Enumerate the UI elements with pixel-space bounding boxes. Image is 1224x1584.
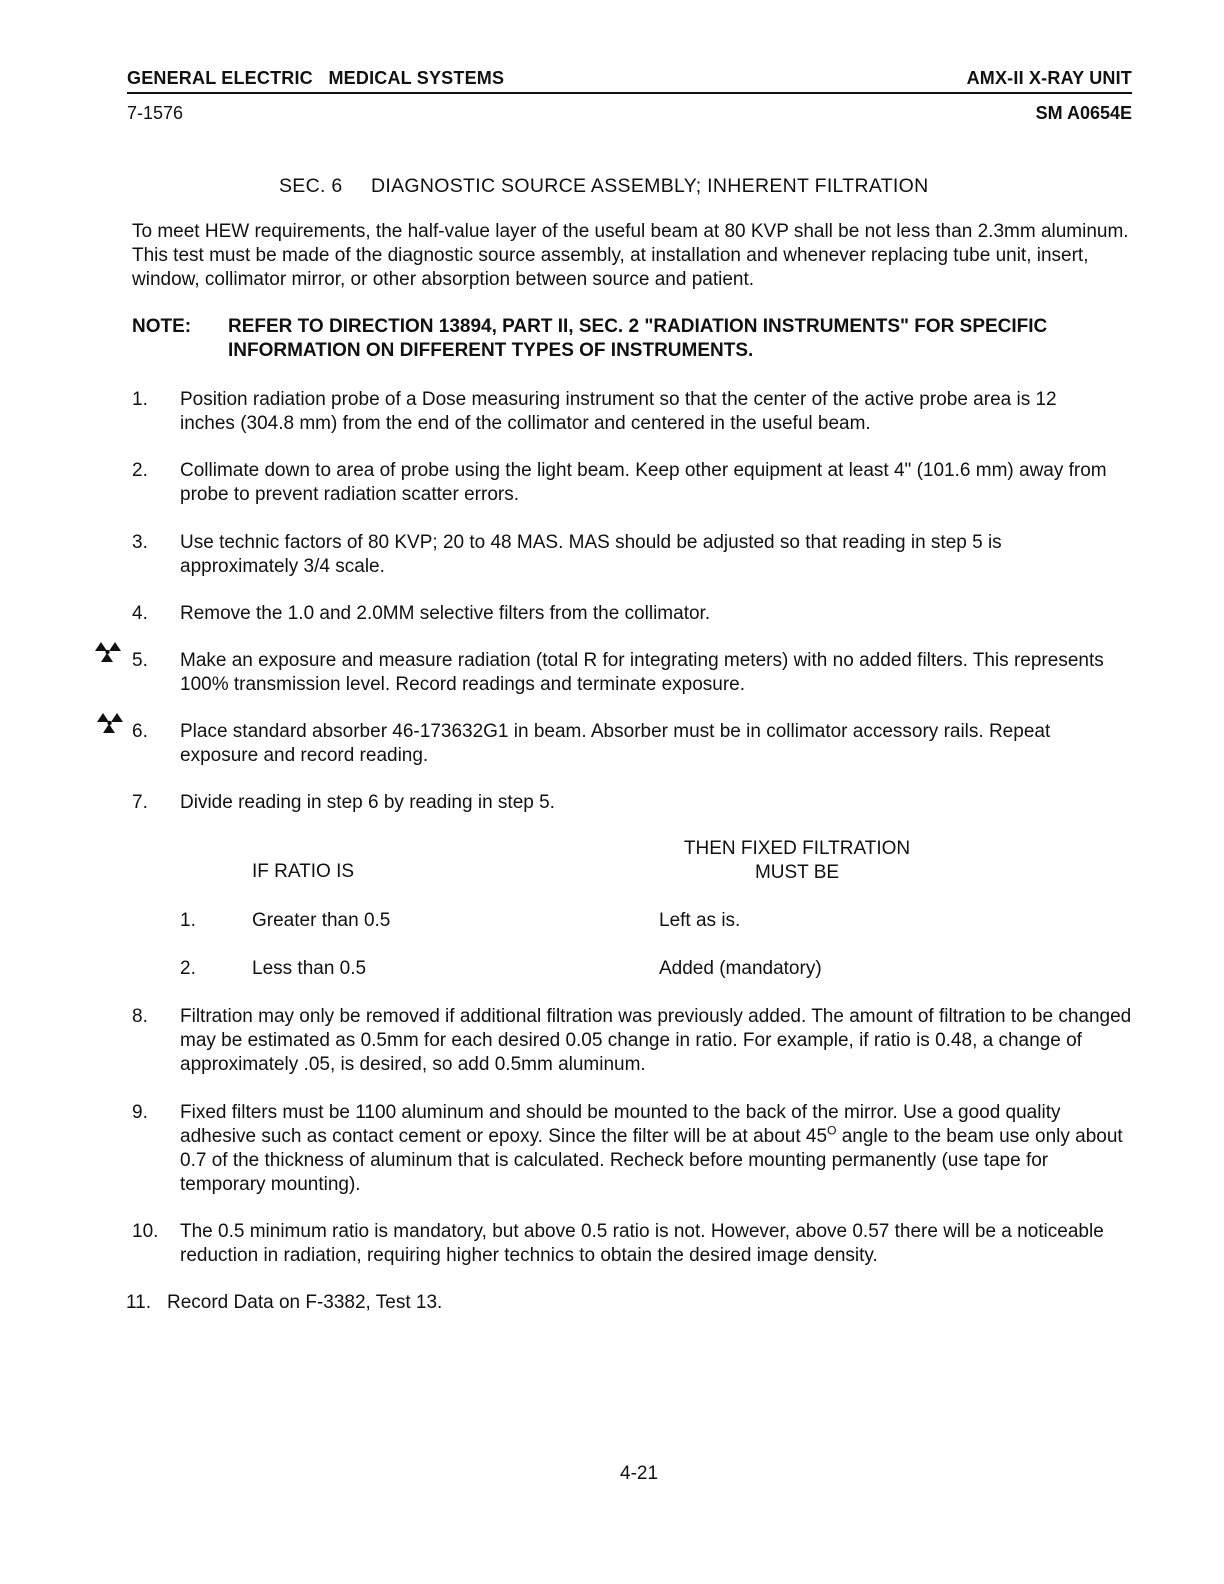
- step-text: Place standard absorber 46-173632G1 in beam. Absorber must be in collimator accessory rails. Repeat exposure and record reading.: [180, 721, 1051, 766]
- section-title: DIAGNOSTIC SOURCE ASSEMBLY; INHERENT FILTRATION: [371, 175, 929, 197]
- step-number: 2.: [132, 460, 148, 481]
- step-10: [132, 1220, 1142, 1268]
- step-text: Filtration may only be removed if additional filtration was previously added. The amount of filtration to be changed may be estimated as 0.5mm for each desired 0.05 change in ratio. For example, if ratio is 0.48, a change of approximately .05, is desired, so add 0.5mm aluminum.: [180, 1006, 1132, 1075]
- step-text: The 0.5 minimum ratio is mandatory, but above 0.5 ratio is not. However, above 0.57 there will be a noticeable reduction in radiation, requiring higher technics to obtain the desired image density.: [180, 1221, 1104, 1266]
- radiation-warning-icon: [95, 711, 131, 735]
- ratio-table-condition-header: IF RATIO IS: [252, 861, 355, 882]
- step-number: 5.: [132, 650, 148, 671]
- step-text: Collimate down to area of probe using the light beam. Keep other equipment at least 4" (101.6 mm) away from probe to prevent radiation scatter errors.: [180, 460, 1107, 505]
- header-product: AMX-II X-RAY UNIT: [966, 68, 1132, 88]
- step-number: 8.: [132, 1006, 148, 1027]
- row-condition: Greater than 0.5: [252, 910, 391, 931]
- step-text-part-1: Fixed filters must be 1100 aluminum and should be mounted to the back of the mirror. Use a good quality adhesive such as contact cement or epoxy. Since the filter will be at about 45: [180, 1102, 1061, 1147]
- result-header-line-1: THEN FIXED FILTRATION: [683, 838, 911, 859]
- row-result: Left as is.: [659, 910, 741, 931]
- step-text: Record Data on F-3382, Test 13.: [167, 1292, 443, 1313]
- degree-superscript: O: [827, 1123, 837, 1138]
- page-number: 4-21: [620, 1463, 659, 1484]
- step-6: [132, 720, 1142, 768]
- section-number: SEC. 6: [279, 175, 343, 197]
- row-number: 2.: [180, 958, 196, 979]
- step-9: [132, 1101, 1142, 1197]
- ratio-table-result-header: [659, 837, 935, 885]
- step-text: Position radiation probe of a Dose measuring instrument so that the center of the active probe area is 12 inches (304.8 mm) from the end of the collimator and centered in the useful beam.: [180, 389, 1057, 434]
- step-text: Use technic factors of 80 KVP; 20 to 48 MAS. MAS should be adjusted so that reading in step 5 is approximately 3/4 scale.: [180, 532, 1002, 577]
- header-rule: [127, 92, 1132, 94]
- step-number: 9.: [132, 1102, 148, 1123]
- step-number: 10.: [132, 1221, 159, 1242]
- note-label: NOTE:: [132, 316, 192, 337]
- step-number: 6.: [132, 721, 148, 742]
- step-text: Remove the 1.0 and 2.0MM selective filters from the collimator.: [180, 603, 711, 624]
- row-result: Added (mandatory): [659, 958, 822, 979]
- step-3: [132, 531, 1142, 579]
- step-8: [132, 1005, 1142, 1077]
- header-company: GENERAL ELECTRIC MEDICAL SYSTEMS: [127, 68, 505, 88]
- step-1: [132, 388, 1142, 436]
- step-5: [132, 649, 1142, 697]
- header-doc-id: 7-1576: [127, 103, 184, 123]
- step-text: Make an exposure and measure radiation (total R for integrating meters) with no added filters. This represents 100% transmission level. Record readings and terminate exposure.: [180, 650, 1104, 695]
- row-number: 1.: [180, 910, 196, 931]
- step-number: 7.: [132, 792, 148, 813]
- step-text-part-2: angle to the beam use only about 0.7 of the thickness of aluminum that is calculated. Recheck before mounting permanently (use tape for temporary mounting).: [180, 1126, 1123, 1195]
- result-header-line-2: MUST BE: [754, 862, 840, 883]
- row-condition: Less than 0.5: [252, 958, 367, 979]
- step-2: [132, 459, 1142, 507]
- note-text: REFER TO DIRECTION 13894, PART II, SEC. 2 "RADIATION INSTRUMENTS" FOR SPECIFIC INFORMATION ON DIFFERENT TYPES OF INSTRUMENTS.: [228, 316, 1048, 361]
- step-number: 3.: [132, 532, 148, 553]
- step-number: 11.: [126, 1292, 152, 1313]
- radiation-warning-icon: [93, 640, 129, 664]
- intro-paragraph: To meet HEW requirements, the half-value layer of the useful beam at 80 KVP shall be not less than 2.3mm aluminum. This test must be made of the diagnostic source assembly, at installation and whenever replacing tube unit, insert, window, collimator mirror, or other absorption between source and patient.: [132, 221, 1129, 290]
- section-title-line: [279, 174, 928, 198]
- note-block: [132, 315, 1132, 363]
- step-11: [126, 1291, 1136, 1315]
- step-text: [180, 1101, 1130, 1197]
- step-number: 4.: [132, 603, 148, 624]
- step-text: Divide reading in step 6 by reading in step 5.: [180, 792, 555, 813]
- step-4: [132, 602, 1142, 626]
- step-number: 1.: [132, 389, 148, 410]
- step-7: [132, 791, 1142, 815]
- header-manual-id: SM A0654E: [1035, 103, 1132, 123]
